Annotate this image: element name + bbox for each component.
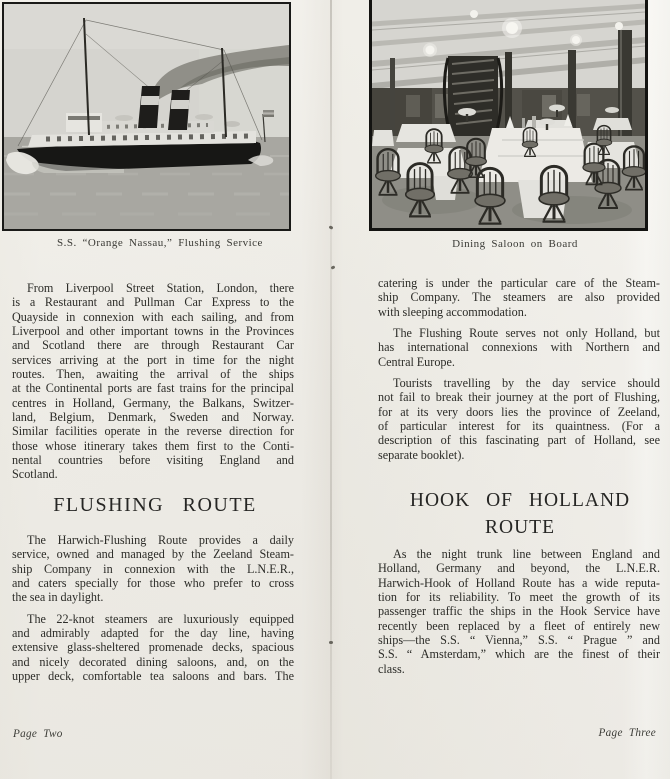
text-line: separate booklet). — [378, 447, 465, 462]
text-line: As the night trunk line between England and — [393, 547, 660, 561]
text-line: with sleeping accommodation. — [378, 304, 527, 319]
hook-of-holland-route-heading — [364, 487, 670, 541]
text-line: and Scotland there are through Restaurant Car — [12, 338, 294, 353]
stitch-mark — [329, 641, 333, 644]
flushing-route-heading: FLUSHING ROUTE — [53, 494, 257, 516]
text-line: Scotland. — [12, 467, 58, 482]
hook-route-text — [378, 547, 660, 676]
page-fold-crease — [330, 0, 332, 779]
dining-saloon-photo-frame — [369, 0, 648, 231]
text-line: The 22-knot steamers are luxuriously equipped — [27, 611, 294, 626]
text-line: land, Belgium, Denmark, Sweden and Norway. — [12, 410, 294, 425]
ship-photo-caption: S.S. “Orange Nassau,” Flushing Service — [57, 237, 263, 249]
text-line: Harwich-Hook of Holland Route has a wide reputa- — [378, 575, 660, 590]
paragraph — [378, 326, 660, 369]
text-line: recently been replaced by a fleet of entirely new — [378, 618, 660, 633]
right-continuation-text — [378, 276, 660, 462]
text-line: and caters specially for those who prefer to cross — [12, 576, 294, 591]
text-line: and admirably adapted for the day line, having — [12, 626, 294, 641]
text-line: service, owned and managed by the Zeeland Steam- — [12, 547, 294, 562]
text-line: for at its very doors lies the province of Zeeland, — [378, 404, 660, 419]
left-intro-text — [12, 281, 294, 482]
text-line: description of this fascinating part of Holland, see — [378, 433, 660, 448]
text-line: From Liverpool Street Station, London, there — [27, 281, 294, 295]
dining-saloon-photo — [372, 0, 645, 228]
paragraph — [378, 276, 660, 319]
text-line: of particular interest for its quaintness. (For a — [378, 419, 660, 434]
text-line: The Flushing Route serves not only Holland, but — [393, 326, 660, 341]
text-line: ships—the S.S. “ Vienna,” S.S. “ Prague ” and — [378, 633, 660, 648]
text-line: ship Company. The steamers are also provided — [378, 290, 660, 305]
paragraph — [12, 281, 294, 482]
paragraph — [378, 547, 660, 676]
text-line: ship Company in connexion with the L.N.E.R., — [12, 561, 294, 576]
text-line: S.S. “ Amsterdam,” which are the finest of their — [378, 647, 660, 662]
ship-photo-frame — [2, 2, 291, 231]
paragraph — [12, 612, 294, 684]
page-number-left: Page Two — [13, 728, 63, 740]
text-line: Central Europe. — [378, 354, 455, 369]
text-line: tion for its reliability. To meet the growth of its — [378, 590, 660, 605]
text-line: extensive glass-sheltered promenade decks, spacious — [12, 640, 294, 655]
flushing-route-text — [12, 533, 294, 683]
ship-photo — [4, 4, 289, 229]
text-line: routes. Then, awaiting the arrival of the ships — [12, 367, 294, 382]
text-line: catering is under the particular care of the Steam- — [378, 276, 660, 290]
text-line: the sea in daylight. — [12, 590, 104, 605]
text-line: not fail to break their journey at the port of Flushing, — [378, 390, 660, 405]
text-line: centres in Holland, Germany, the Balkans, Switzer- — [12, 395, 294, 410]
text-line: passenger traffic the ships in the Hook Service have — [378, 604, 660, 619]
paragraph — [12, 533, 294, 605]
text-line: class. — [378, 661, 405, 676]
text-line: at the Continental ports are fast trains for the principal — [12, 381, 294, 396]
text-line: Holland, Germany and beyond, the L.N.E.R. — [378, 561, 660, 576]
text-line: Tourists travelling by the day service should — [393, 376, 660, 391]
heading-line-2: ROUTE — [485, 517, 555, 538]
paragraph — [378, 376, 660, 462]
text-line: upper deck, comfortable tea saloons and bars. The — [12, 669, 294, 684]
text-line: services arriving at the port in time for the night — [12, 352, 294, 367]
page-number-right: Page Three — [598, 727, 656, 739]
text-line: Similar facilities operate in the reverse direction for — [12, 424, 294, 439]
text-line: and nicely decorated dining saloons, and, on the — [12, 654, 294, 669]
text-line: Quayside in connexion with each sailing, and from — [12, 309, 294, 324]
text-line: is a Restaurant and Pullman Car Express to the — [12, 295, 294, 310]
text-line: The Harwich-Flushing Route provides a daily — [27, 533, 294, 547]
stitch-mark — [331, 265, 336, 270]
text-line: nental countries before visiting England and — [12, 453, 294, 468]
text-line: has international connexions with Northern and — [378, 340, 660, 355]
dining-saloon-photo-caption: Dining Saloon on Board — [452, 238, 578, 250]
heading-line-1: HOOK OF HOLLAND — [409, 490, 631, 511]
text-line: Liverpool and other important towns in the Provinces — [12, 324, 294, 339]
text-line: those whose itinerary takes them first to the Conti- — [12, 438, 294, 453]
